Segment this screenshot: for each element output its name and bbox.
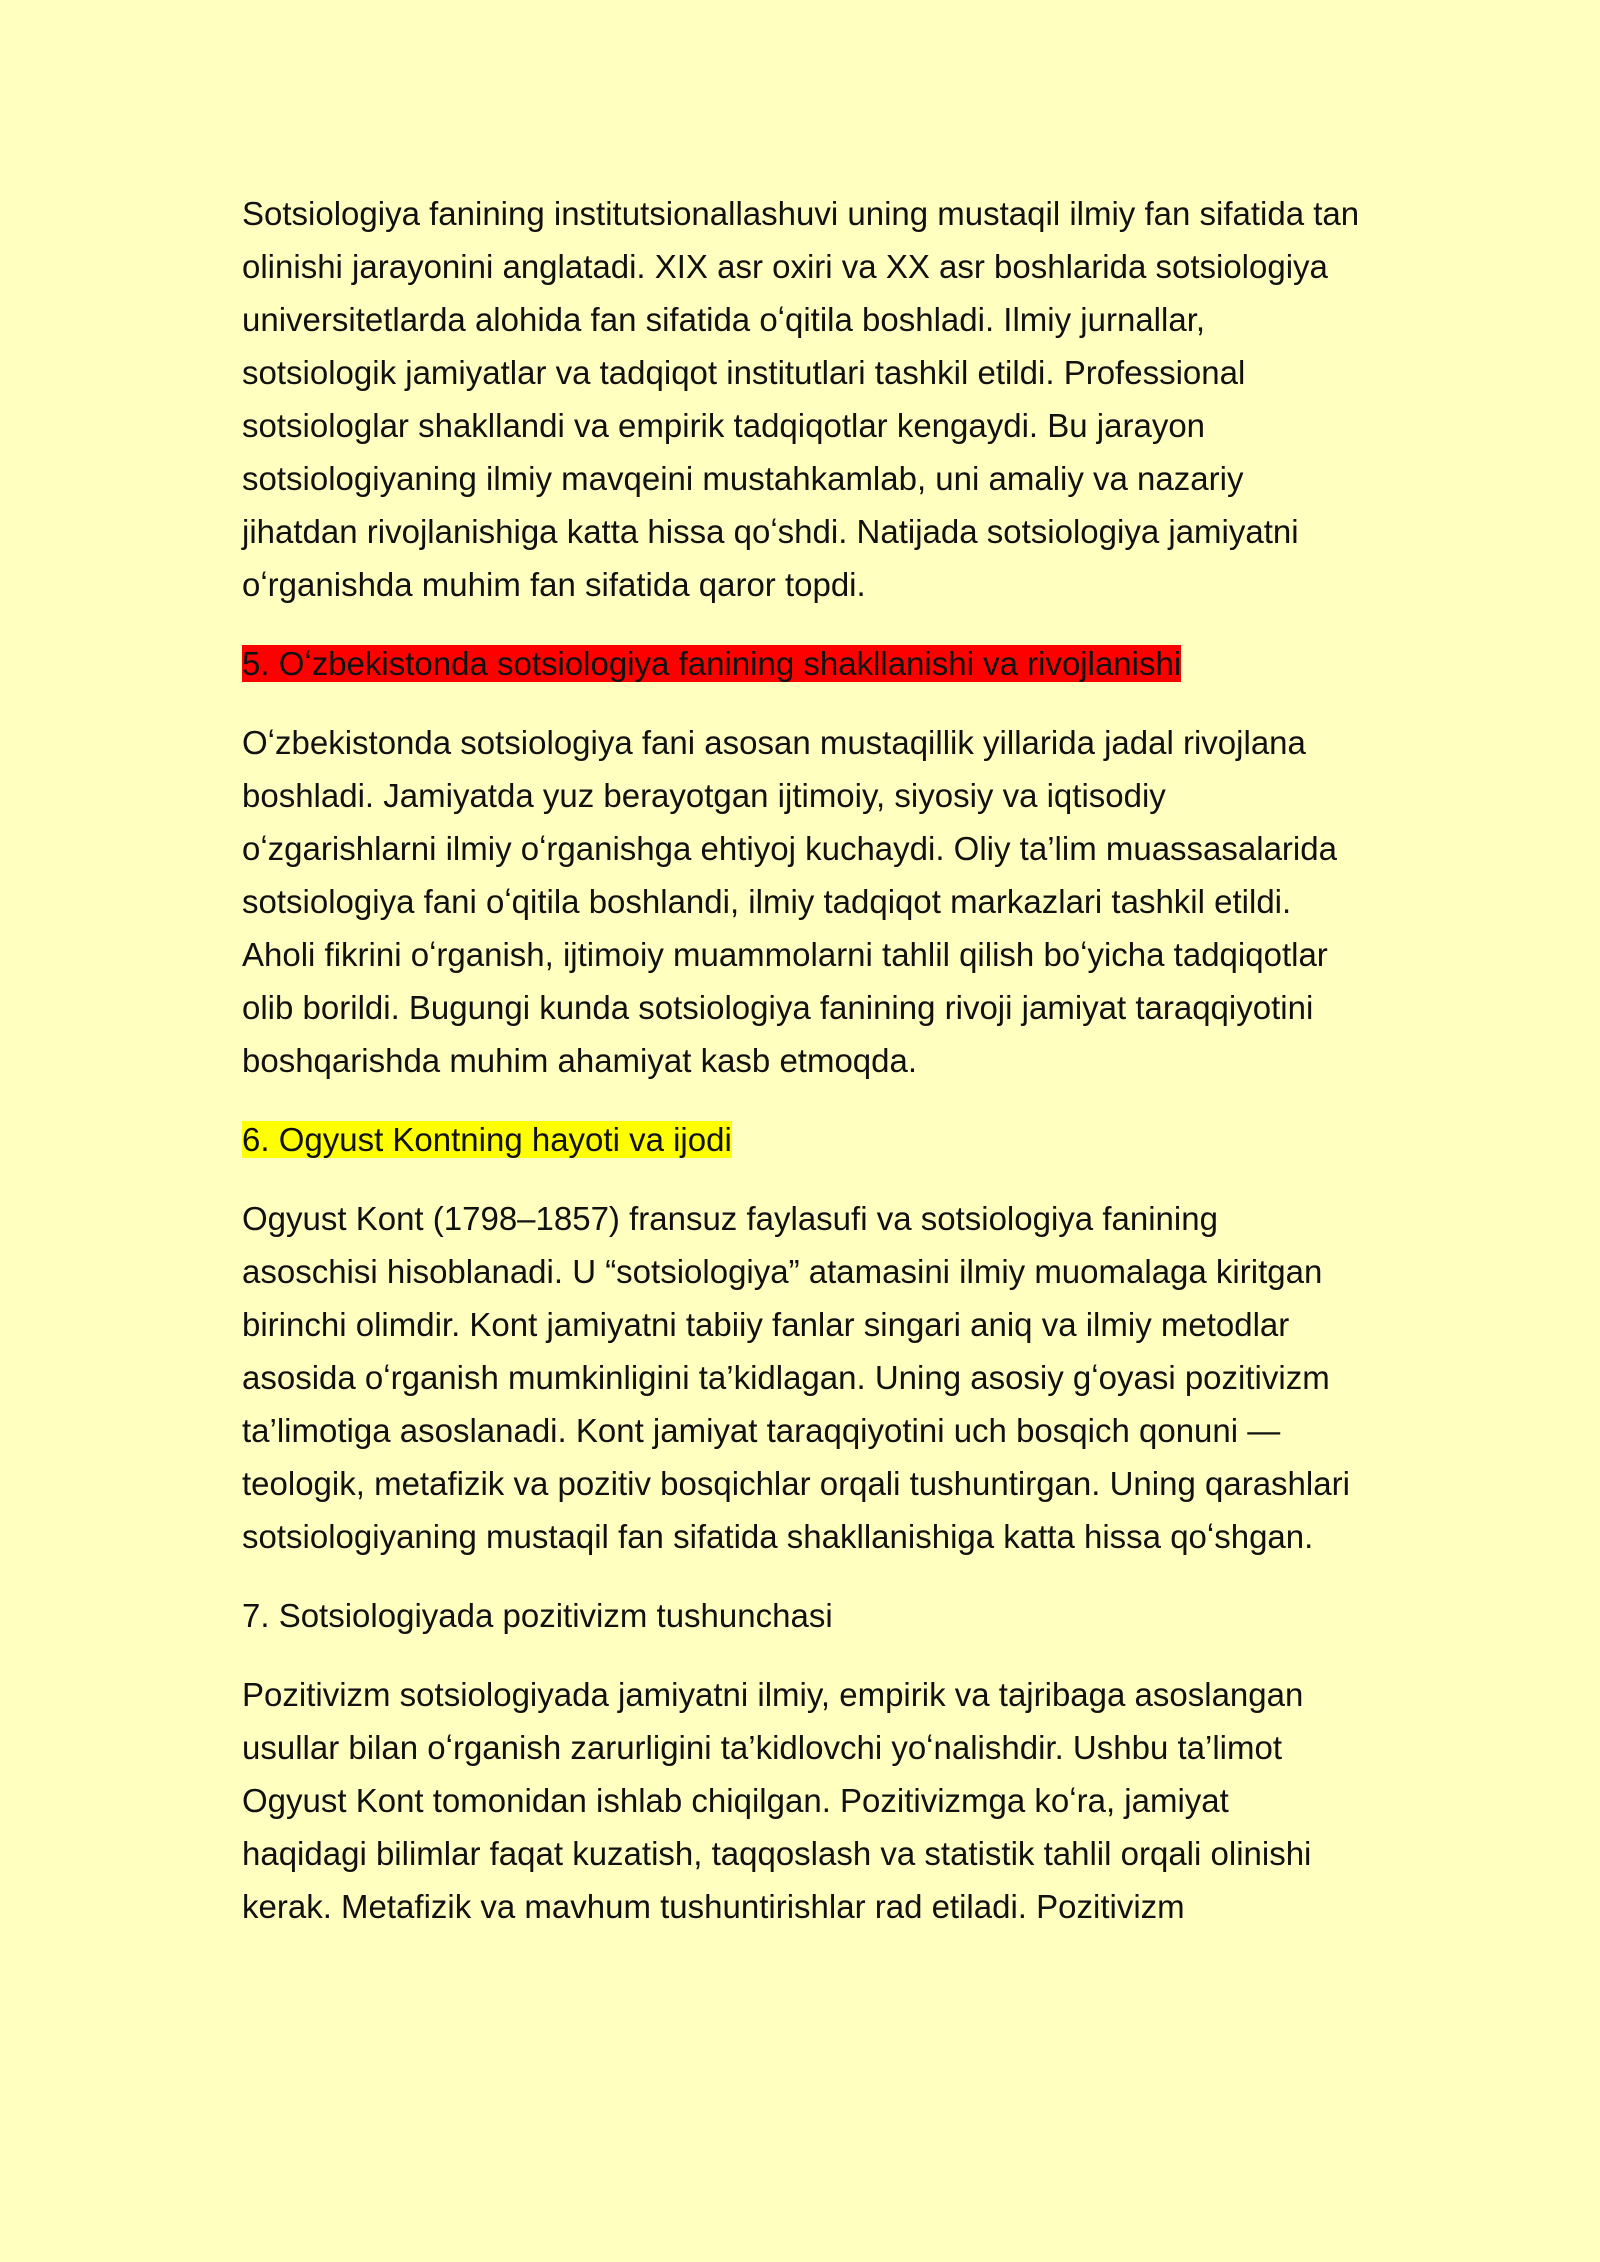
section-heading-5 xyxy=(242,637,1362,690)
section-heading-7 xyxy=(242,1589,1362,1642)
paragraph-uzbekistan-sociology: Oʻzbekistonda sotsiologiya fani asosan mustaqillik yillarida jadal rivojlana boshladi. Jamiyatda yuz berayotgan ijtimoiy, siyosiy va iqtisodiy oʻzgarishlarni ilmiy oʻrganishga ehtiyoj kuchaydi. Oliy ta’lim muassasalarida sotsiologiya fani oʻqitila boshlandi, ilmiy tadqiqot markazlari tashkil etildi. Aholi fikrini oʻrganish, ijtimoiy muammolarni tahlil qilish boʻyicha tadqiqotlar olib borildi. Bugungi kunda sotsiologiya fanining rivoji jamiyat taraqqiyotini boshqarishda muhim ahamiyat kasb etmoqda. xyxy=(242,724,1337,1079)
heading-6-text: 6. Ogyust Kontning hayoti va ijodi xyxy=(242,1121,732,1158)
paragraph-institutionalization: Sotsiologiya fanining institutsionallashuvi uning mustaqil ilmiy fan sifatida tan olinishi jarayonini anglatadi. XIX asr oxiri va XX asr boshlarida sotsiologiya universitetlarda alohida fan sifatida oʻqitila boshladi. Ilmiy jurnallar, sotsiologik jamiyatlar va tadqiqot institutlari tashkil etildi. Professional sotsiologlar shakllandi va empirik tadqiqotlar kengaydi. Bu jarayon sotsiologiyaning ilmiy mavqeini mustahkamlab, uni amaliy va nazariy jihatdan rivojlanishiga katta hissa qoʻshdi. Natijada sotsiologiya jamiyatni oʻrganishda muhim fan sifatida qaror topdi. xyxy=(242,195,1360,603)
heading-5-text: 5. Oʻzbekistonda sotsiologiya fanining shakllanishi va rivojlanishi xyxy=(242,645,1182,682)
document-body xyxy=(242,187,1362,1959)
section-heading-6 xyxy=(242,1113,1362,1166)
heading-7-text: 7. Sotsiologiyada pozitivizm tushunchasi xyxy=(242,1597,833,1634)
paragraph-comte-biography: Ogyust Kont (1798–1857) fransuz faylasufi va sotsiologiya fanining asoschisi hisoblanadi. U “sotsiologiya” atamasini ilmiy muomalaga kiritgan birinchi olimdir. Kont jamiyatni tabiiy fanlar singari aniq va ilmiy metodlar asosida oʻrganish mumkinligini ta’kidlagan. Uning asosiy gʻoyasi pozitivizm ta’limotiga asoslanadi. Kont jamiyat taraqqiyotini uch bosqich qonuni — teologik, metafizik va pozitiv bosqichlar orqali tushuntirgan. Uning qarashlari sotsiologiyaning mustaqil fan sifatida shakllanishiga katta hissa qoʻshgan. xyxy=(242,1200,1350,1555)
paragraph-positivism: Pozitivizm sotsiologiyada jamiyatni ilmiy, empirik va tajribaga asoslangan usullar bilan oʻrganish zarurligini ta’kidlovchi yoʻnalishdir. Ushbu ta’limot Ogyust Kont tomonidan ishlab chiqilgan. Pozitivizmga koʻra, jamiyat haqidagi bilimlar faqat kuzatish, taqqoslash va statistik tahlil orqali olinishi kerak. Metafizik va mavhum tushuntirishlar rad etiladi. Pozitivizm xyxy=(242,1676,1312,1925)
